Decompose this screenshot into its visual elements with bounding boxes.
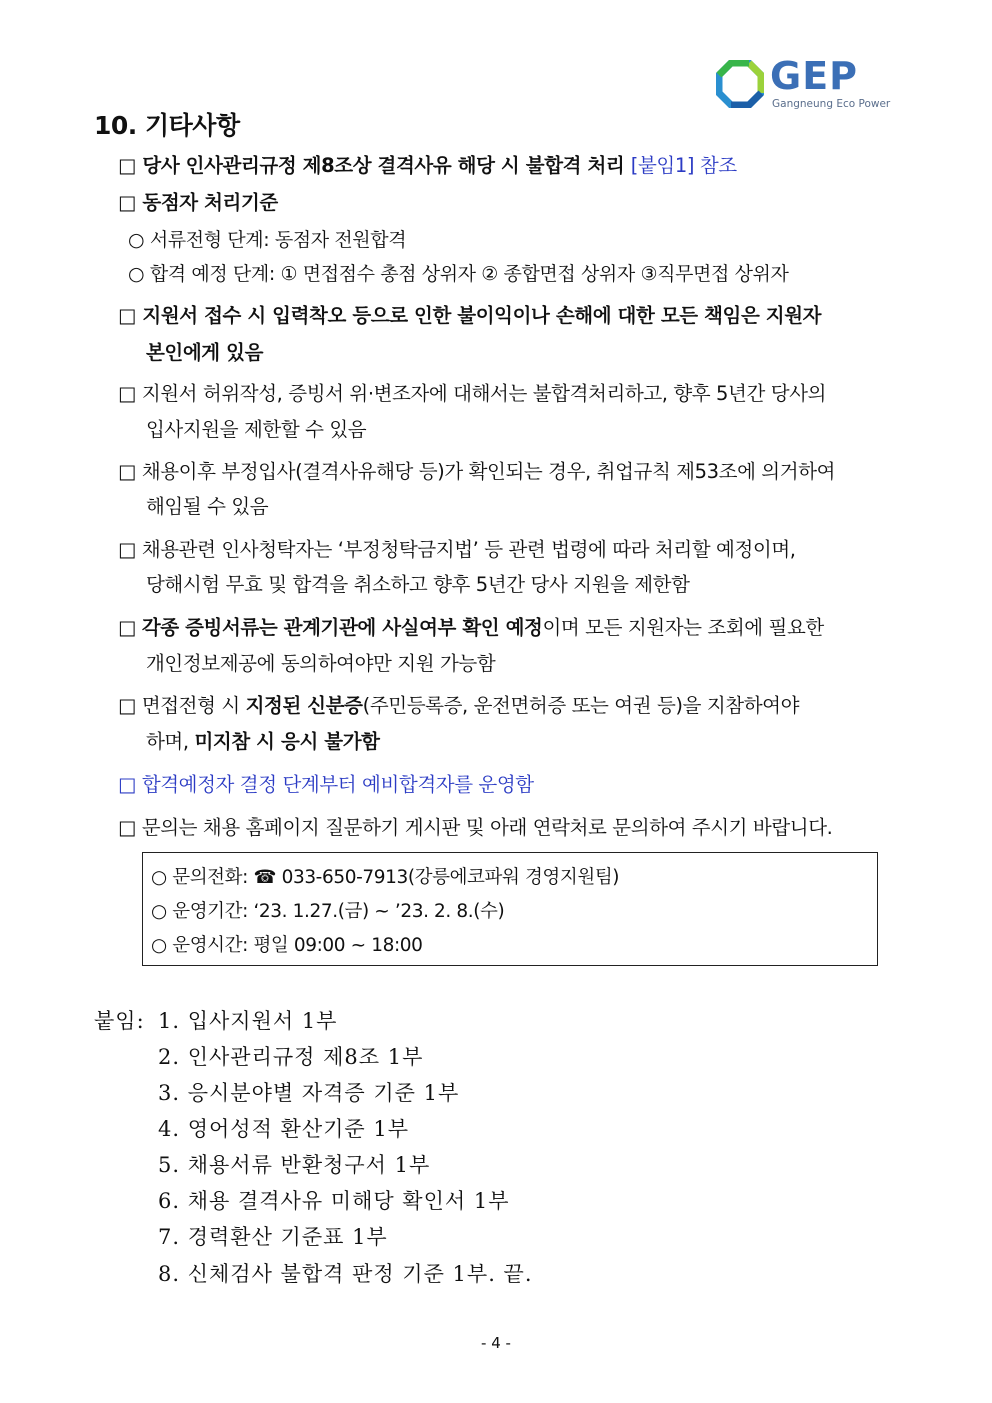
notice-item-7-cont: 개인정보제공에 동의하여야만 지원 가능함 (146, 652, 496, 675)
notice-text: 지원서 접수 시 입력착오 등으로 인한 불이익이나 손해에 대한 모든 책임은 지원자 (142, 304, 822, 327)
notice-text: 문의는 채용 홈페이지 질문하기 게시판 및 아래 연락처로 문의하여 주시기 바랍니다. (141, 816, 833, 839)
logo-tagline: Gangneung Eco Power (772, 98, 891, 110)
checkbox-bullet-icon: □ (118, 616, 137, 639)
attachment-item-1: 1. 입사지원서 1부 (158, 1009, 338, 1033)
contact-info-box (142, 852, 878, 966)
notice-text: 당사 인사관리규정 제8조상 결격사유 해당 시 불합격 처리 (142, 154, 625, 177)
attachment-item-8: 8. 신체검사 불합격 판정 기준 1부. 끝. (158, 1262, 533, 1286)
attachment-item-7: 7. 경력환산 기준표 1부 (158, 1225, 388, 1249)
attachment-reference: [붙임1] 참조 (630, 154, 737, 177)
checkbox-bullet-icon: □ (118, 773, 137, 796)
notice-text: 채용관련 인사청탁자는 ‘부정청탁금지법’ 등 관련 법령에 따라 처리할 예정이며, (141, 538, 796, 561)
notice-text: 면접전형 시 (141, 694, 246, 717)
notice-item-3 (118, 300, 821, 328)
contact-value: 평일 09:00 ~ 18:00 (253, 935, 423, 956)
notice-item-1 (118, 150, 737, 178)
notice-text: 합격예정자 결정 단계부터 예비합격자를 운영함 (141, 773, 534, 796)
circle-bullet-icon: ○ (128, 229, 145, 251)
notice-item-5-cont: 해임될 수 있음 (146, 495, 269, 518)
gep-octagon-icon (716, 60, 764, 108)
attachments-label: 붙임: (94, 1009, 145, 1033)
attachment-item-5: 5. 채용서류 반환청구서 1부 (158, 1153, 431, 1177)
attachment-item-6: 6. 채용 결격사유 미해당 확인서 1부 (158, 1189, 510, 1213)
notice-item-10 (118, 812, 832, 840)
notice-item-8-cont (146, 726, 380, 754)
attachment-item-4: 4. 영어성적 환산기준 1부 (158, 1117, 409, 1141)
rule-text: 서류전형 단계: 동점자 전원합격 (149, 229, 407, 251)
contact-label: 운영시간: (172, 935, 254, 956)
checkbox-bullet-icon: □ (118, 694, 137, 717)
notice-text: 동점자 처리기준 (142, 191, 278, 214)
contact-label: 문의전화: (172, 867, 254, 888)
notice-item-3-cont: 본인에게 있음 (146, 341, 264, 364)
notice-text: 지원서 허위작성, 증빙서 위·변조자에 대해서는 불합격처리하고, 향후 5년간 당사의 (141, 382, 827, 405)
contact-label: 운영기간: (172, 901, 254, 922)
circle-bullet-icon: ○ (128, 263, 145, 285)
company-logo (716, 54, 896, 112)
notice-text: 하며, (146, 730, 195, 753)
notice-item-4-cont: 입사지원을 제한할 수 있음 (146, 418, 367, 441)
logo-brand: GEP (770, 54, 858, 98)
notice-item-6-cont: 당해시험 무효 및 합격을 취소하고 향후 5년간 당사 지원을 제한함 (146, 573, 690, 596)
checkbox-bullet-icon: □ (118, 382, 137, 405)
section-title: 10. 기타사항 (94, 111, 240, 140)
contact-phone (151, 863, 619, 889)
checkbox-bullet-icon: □ (118, 538, 137, 561)
page-number: - 4 - (481, 1334, 511, 1352)
rule-text: 합격 예정 단계: ① 면접점수 총점 상위자 ② 종합면접 상위자 ③직무면접 상위자 (149, 263, 789, 285)
checkbox-bullet-icon: □ (118, 460, 137, 483)
tie-rule-final-stage (128, 259, 788, 286)
notice-item-6 (118, 534, 796, 562)
notice-bold-text: 지정된 신분증 (245, 694, 363, 717)
attachment-item-3: 3. 응시분야별 자격증 기준 1부 (158, 1081, 460, 1105)
contact-value: ‘23. 1.27.(금) ~ ’23. 2. 8.(수) (253, 901, 505, 922)
checkbox-bullet-icon: □ (118, 191, 137, 214)
notice-bold-text: 각종 증빙서류는 관계기관에 사실여부 확인 예정 (141, 616, 543, 639)
checkbox-bullet-icon: □ (118, 304, 137, 327)
checkbox-bullet-icon: □ (118, 154, 137, 177)
contact-value: 033-650-7913(강릉에코파워 경영지원팀) (276, 867, 620, 888)
checkbox-bullet-icon: □ (118, 816, 137, 839)
notice-item-2 (118, 187, 278, 215)
notice-text: (주민등록증, 운전면허증 또는 여권 등)을 지참하여야 (362, 694, 800, 717)
tie-rule-document-stage (128, 225, 406, 252)
notice-item-5 (118, 456, 835, 484)
notice-item-9 (118, 769, 534, 797)
notice-item-4 (118, 378, 826, 406)
notice-bold-text: 미지참 시 응시 불가함 (194, 730, 380, 753)
circle-bullet-icon: ○ (151, 867, 167, 888)
contact-hours (151, 931, 423, 957)
circle-bullet-icon: ○ (151, 935, 167, 956)
notice-text: 채용이후 부정입사(결격사유해당 등)가 확인되는 경우, 취업규칙 제53조에 의거하여 (141, 460, 836, 483)
notice-text: 이며 모든 지원자는 조회에 필요한 (542, 616, 824, 639)
circle-bullet-icon: ○ (151, 901, 167, 922)
contact-period (151, 897, 504, 923)
phone-icon: ☎ (253, 867, 277, 888)
attachment-item-2: 2. 인사관리규정 제8조 1부 (158, 1045, 424, 1069)
notice-item-7 (118, 612, 824, 640)
notice-item-8 (118, 690, 799, 718)
